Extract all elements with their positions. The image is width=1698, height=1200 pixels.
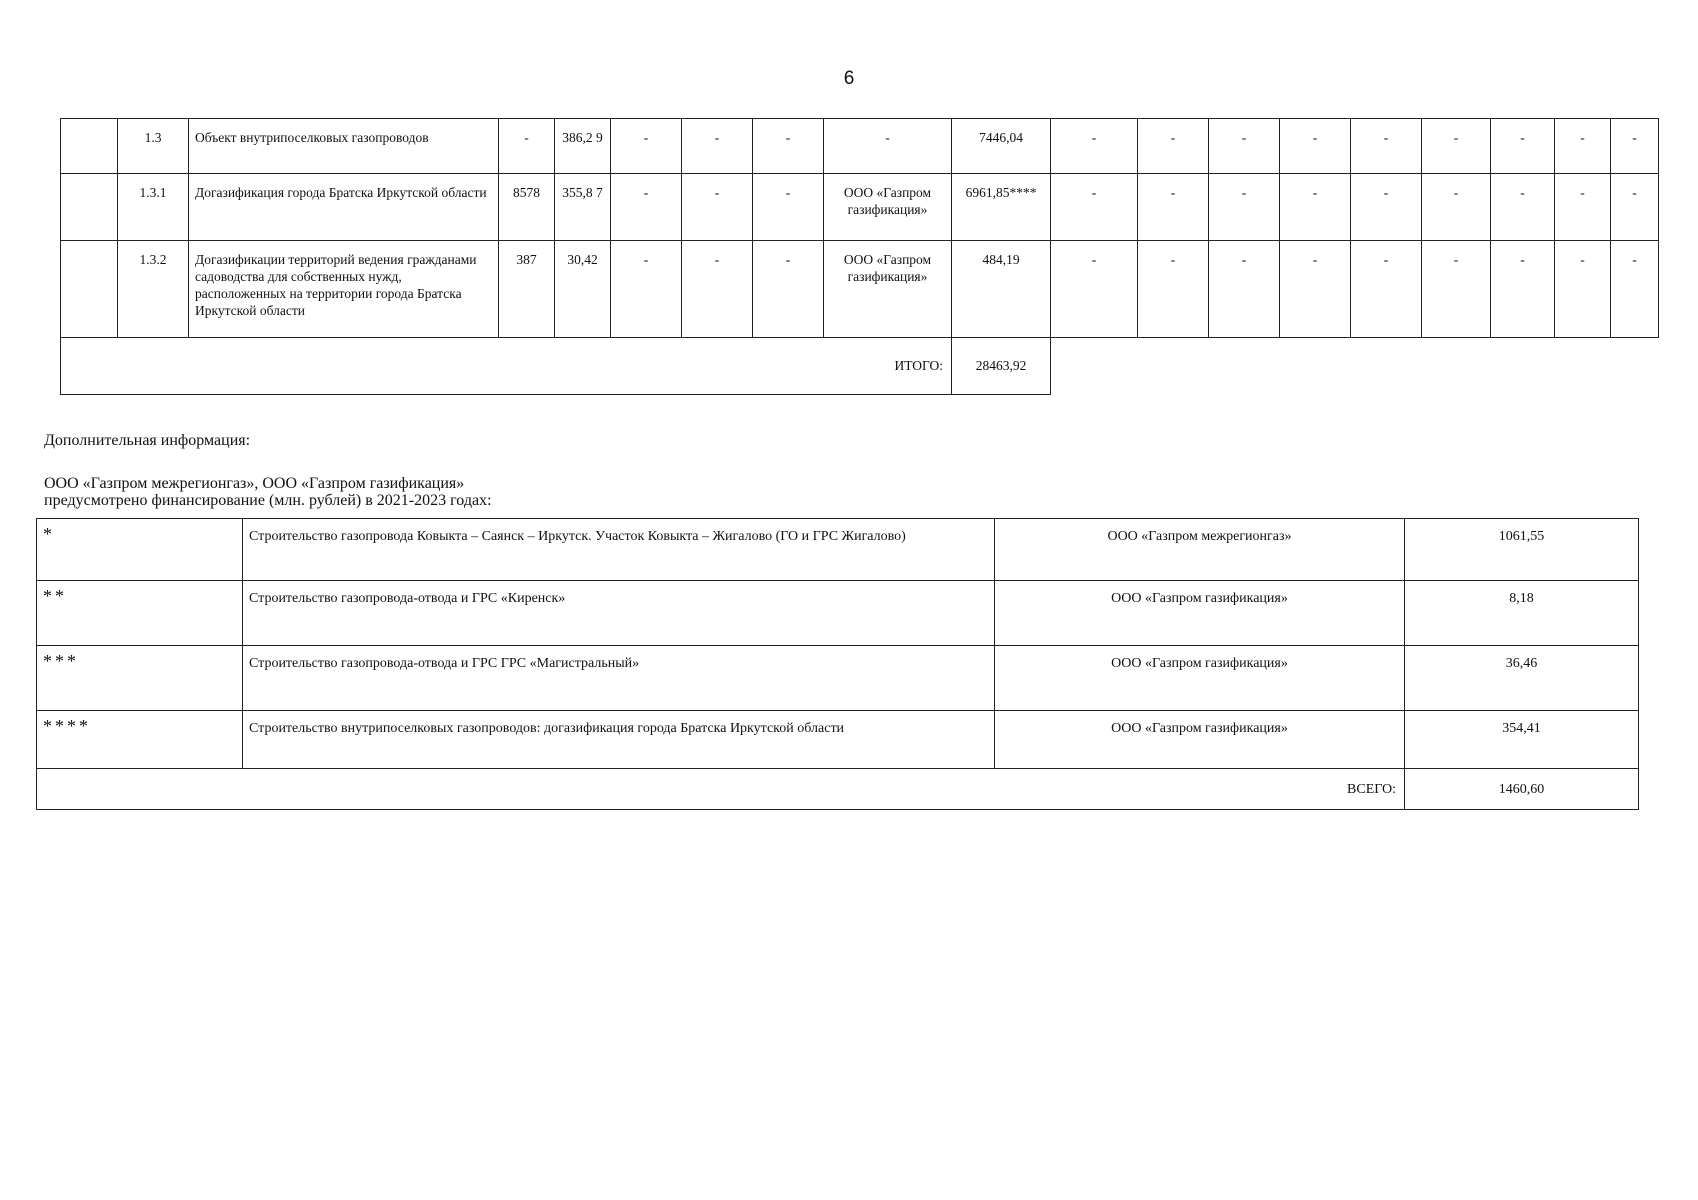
cell-tail: - bbox=[1138, 241, 1209, 338]
cell-tail: - bbox=[1351, 241, 1422, 338]
cell-tail: - bbox=[1555, 174, 1611, 241]
cell-c4: 386,2 9 bbox=[555, 119, 611, 174]
cell-tail: - bbox=[1351, 119, 1422, 174]
cell-c5: - bbox=[611, 241, 682, 338]
row-number: 1.3.2 bbox=[118, 241, 189, 338]
total-value: 1460,60 bbox=[1405, 769, 1639, 810]
cell-tail: - bbox=[1555, 119, 1611, 174]
cell-c6: - bbox=[682, 241, 753, 338]
organization-cell: ООО «Газпром газификация» bbox=[824, 241, 952, 338]
value-cell: 7446,04 bbox=[952, 119, 1051, 174]
object-name: Догазификация города Братска Иркутской области bbox=[189, 174, 499, 241]
cell-c4: 30,42 bbox=[555, 241, 611, 338]
cell-tail: - bbox=[1280, 241, 1351, 338]
additional-info-text bbox=[44, 475, 492, 509]
table-row bbox=[37, 519, 1639, 581]
additional-info-heading: Дополнительная информация: bbox=[44, 432, 251, 449]
table-row bbox=[37, 711, 1639, 769]
table-row bbox=[61, 241, 1659, 338]
cell-tail: - bbox=[1422, 119, 1491, 174]
table-row bbox=[61, 119, 1659, 174]
cell-tail: - bbox=[1051, 241, 1138, 338]
cell-tail: - bbox=[1051, 174, 1138, 241]
total-value: 28463,92 bbox=[952, 338, 1051, 395]
cell-tail: - bbox=[1051, 119, 1138, 174]
cell-tail: - bbox=[1555, 241, 1611, 338]
value-cell: 484,19 bbox=[952, 241, 1051, 338]
project-description: Строительство газопровода-отвода и ГРС «Киренск» bbox=[243, 581, 995, 646]
footnote-mark: ** bbox=[37, 581, 243, 646]
cell-tail: - bbox=[1138, 174, 1209, 241]
organization-cell: ООО «Газпром газификация» bbox=[995, 711, 1405, 769]
table-row bbox=[37, 581, 1639, 646]
cell-c7: - bbox=[753, 241, 824, 338]
cell-tail: - bbox=[1491, 241, 1555, 338]
amount-cell: 8,18 bbox=[1405, 581, 1639, 646]
total-row bbox=[37, 769, 1639, 810]
organization-cell: ООО «Газпром межрегионгаз» bbox=[995, 519, 1405, 581]
empty-cell bbox=[61, 241, 118, 338]
footnote-mark: * bbox=[37, 519, 243, 581]
main-table bbox=[60, 118, 1659, 395]
amount-cell: 36,46 bbox=[1405, 646, 1639, 711]
organization-cell: ООО «Газпром газификация» bbox=[824, 174, 952, 241]
organization-cell: - bbox=[824, 119, 952, 174]
cell-c3: - bbox=[499, 119, 555, 174]
cell-c3: 8578 bbox=[499, 174, 555, 241]
organization-cell: ООО «Газпром газификация» bbox=[995, 646, 1405, 711]
total-row bbox=[61, 338, 1659, 395]
amount-cell: 1061,55 bbox=[1405, 519, 1639, 581]
cell-tail: - bbox=[1422, 241, 1491, 338]
project-description: Строительство газопровода-отвода и ГРС ГРС «Магистральный» bbox=[243, 646, 995, 711]
cell-tail: - bbox=[1611, 174, 1659, 241]
info-line-organizations: ООО «Газпром межрегионгаз», ООО «Газпром газификация» bbox=[44, 475, 465, 492]
cell-tail: - bbox=[1209, 241, 1280, 338]
row-number: 1.3 bbox=[118, 119, 189, 174]
cell-tail: - bbox=[1280, 119, 1351, 174]
project-description: Строительство внутрипоселковых газопроводов: догазификация города Братска Иркутской области bbox=[243, 711, 995, 769]
total-label: ИТОГО: bbox=[61, 338, 952, 395]
footnote-mark: **** bbox=[37, 711, 243, 769]
amount-cell: 354,41 bbox=[1405, 711, 1639, 769]
cell-tail: - bbox=[1491, 119, 1555, 174]
cell-c5: - bbox=[611, 119, 682, 174]
row-number: 1.3.1 bbox=[118, 174, 189, 241]
object-name: Догазификации территорий ведения гражданами садоводства для собственных нужд, расположенных на территории города Братска Иркутской области bbox=[189, 241, 499, 338]
page-number: 6 bbox=[843, 68, 855, 89]
cell-tail: - bbox=[1209, 119, 1280, 174]
project-description: Строительство газопровода Ковыкта – Саянск – Иркутск. Участок Ковыкта – Жигалово (ГО и ГРС Жигалово) bbox=[243, 519, 995, 581]
blank-cell bbox=[1051, 338, 1659, 395]
empty-cell bbox=[61, 174, 118, 241]
empty-cell bbox=[61, 119, 118, 174]
cell-tail: - bbox=[1351, 174, 1422, 241]
cell-c7: - bbox=[753, 119, 824, 174]
info-line-financing: предусмотрено финансирование (млн. рублей) в 2021-2023 годах: bbox=[44, 492, 492, 509]
cell-tail: - bbox=[1611, 119, 1659, 174]
object-name: Объект внутрипоселковых газопроводов bbox=[189, 119, 499, 174]
total-label: ВСЕГО: bbox=[37, 769, 1405, 810]
cell-tail: - bbox=[1280, 174, 1351, 241]
cell-tail: - bbox=[1422, 174, 1491, 241]
cell-c7: - bbox=[753, 174, 824, 241]
footnote-mark: *** bbox=[37, 646, 243, 711]
cell-c4: 355,8 7 bbox=[555, 174, 611, 241]
organization-cell: ООО «Газпром газификация» bbox=[995, 581, 1405, 646]
table-row bbox=[37, 646, 1639, 711]
funding-table bbox=[36, 518, 1639, 810]
cell-tail: - bbox=[1611, 241, 1659, 338]
cell-tail: - bbox=[1209, 174, 1280, 241]
cell-c3: 387 bbox=[499, 241, 555, 338]
value-cell: 6961,85**** bbox=[952, 174, 1051, 241]
cell-c5: - bbox=[611, 174, 682, 241]
cell-c6: - bbox=[682, 174, 753, 241]
cell-tail: - bbox=[1491, 174, 1555, 241]
table-row bbox=[61, 174, 1659, 241]
cell-tail: - bbox=[1138, 119, 1209, 174]
cell-c6: - bbox=[682, 119, 753, 174]
